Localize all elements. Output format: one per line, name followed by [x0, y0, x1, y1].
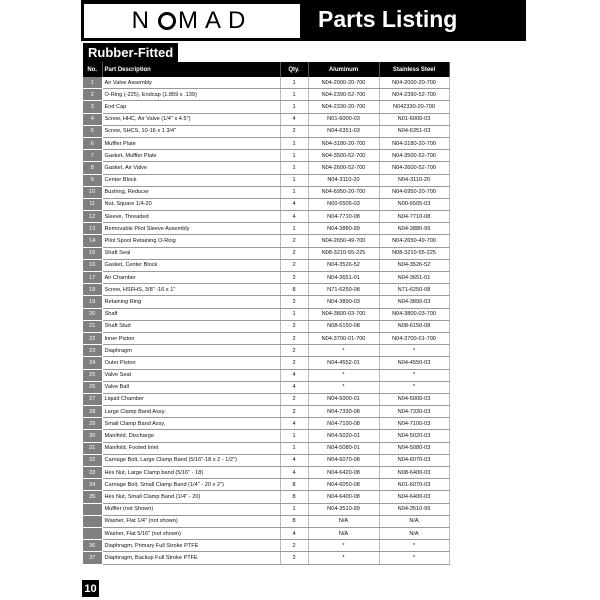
parts-table [83, 62, 450, 565]
cell-aluminum: N04-6351-03 [308, 125, 379, 137]
cell-no: 35 [83, 491, 102, 503]
cell-qty: 2 [280, 272, 308, 284]
table-row [83, 430, 449, 442]
cell-stainless-steel: N08-6400-03 [379, 467, 449, 479]
cell-no: 25 [83, 369, 102, 381]
cell-stainless-steel: N08-3210-55-225 [379, 247, 449, 259]
cell-no: 18 [83, 284, 102, 296]
table-row [83, 503, 449, 515]
cell-no: 7 [83, 150, 102, 162]
cell-no: 29 [83, 418, 102, 430]
cell-aluminum: N04-3800-03-700 [308, 308, 379, 320]
cell-qty: 4 [280, 418, 308, 430]
cell-no: 3 [83, 101, 102, 113]
cell-qty: 1 [280, 174, 308, 186]
cell-stainless-steel: N042330-20-700 [379, 101, 449, 113]
cell-aluminum: N04-4552-01 [308, 357, 379, 369]
page-header [81, 0, 526, 41]
cell-qty: 1 [280, 89, 308, 101]
cell-no: 4 [83, 113, 102, 125]
cell-aluminum: N01-6000-03 [308, 113, 379, 125]
cell-stainless-steel: N04-7330-03 [379, 406, 449, 418]
cell-aluminum: * [308, 345, 379, 357]
cell-no: 17 [83, 272, 102, 284]
table-row [83, 393, 449, 405]
cell-qty: 1 [280, 150, 308, 162]
table-row [83, 552, 449, 564]
cell-qty: 4 [280, 198, 308, 210]
table-row [83, 211, 449, 223]
table-row [83, 101, 449, 113]
cell-aluminum: N04-2650-49-700 [308, 235, 379, 247]
cell-no: 9 [83, 174, 102, 186]
cell-description: Pilot Spool Retaining O-Ring [102, 235, 280, 247]
section-title: Rubber-Fitted [83, 43, 178, 62]
cell-aluminum: N/A [308, 515, 379, 527]
table-row [83, 150, 449, 162]
cell-description: Shaft Seal [102, 247, 280, 259]
col-header-qty: Qty. [280, 62, 308, 77]
cell-aluminum: N08-6150-08 [308, 320, 379, 332]
cell-stainless-steel: N04-5000-03 [379, 393, 449, 405]
cell-description: Screw, HSFHS, 3/8" -16 x 1" [102, 284, 280, 296]
cell-stainless-steel: N04-2600-52-700 [379, 162, 449, 174]
cell-description: Valve Seat [102, 369, 280, 381]
cell-aluminum: N04-2330-20-700 [308, 101, 379, 113]
table-row [83, 418, 449, 430]
page-title: Parts Listing [318, 6, 458, 32]
cell-description: Hex Nut, Large Clamp band (5/16" - 18) [102, 467, 280, 479]
cell-stainless-steel: N04-5020-03 [379, 430, 449, 442]
cell-qty: 1 [280, 77, 308, 89]
cell-qty: 2 [280, 393, 308, 405]
cell-qty: 8 [280, 284, 308, 296]
cell-description: Washer, Flat 5/16" (not shown) [102, 527, 280, 539]
cell-no: 8 [83, 162, 102, 174]
cell-qty: 2 [280, 247, 308, 259]
cell-description: Gasket, Muffler Plate [102, 150, 280, 162]
cell-qty: 8 [280, 479, 308, 491]
table-row [83, 186, 449, 198]
cell-description: Shaft [102, 308, 280, 320]
cell-no: 30 [83, 430, 102, 442]
nomad-logo [84, 4, 300, 38]
cell-stainless-steel: N04-4550-03 [379, 357, 449, 369]
cell-stainless-steel: N04-5080-03 [379, 442, 449, 454]
cell-description: Carriage Bolt, Small Clamp Band (1/4" - 20 x 2") [102, 479, 280, 491]
table-row [83, 467, 449, 479]
cell-qty: 2 [280, 552, 308, 564]
table-row [83, 332, 449, 344]
cell-description: Outer Piston [102, 357, 280, 369]
cell-no: 31 [83, 442, 102, 454]
table-row [83, 491, 449, 503]
table-row [83, 369, 449, 381]
cell-stainless-steel: * [379, 381, 449, 393]
table-row [83, 320, 449, 332]
table-row [83, 345, 449, 357]
cell-no: 6 [83, 137, 102, 149]
table-row [83, 223, 449, 235]
table-row [83, 137, 449, 149]
table-row [83, 125, 449, 137]
table-row [83, 235, 449, 247]
table-row [83, 113, 449, 125]
cell-aluminum: N04-7330-08 [308, 406, 379, 418]
cell-description: Screw, SHCS, 10-16 x 1 3/4" [102, 125, 280, 137]
cell-stainless-steel: N04-6950-20-700 [379, 186, 449, 198]
cell-stainless-steel: N04-2000-20-700 [379, 77, 449, 89]
cell-description: Muffler Plate [102, 137, 280, 149]
table-header-row [83, 62, 449, 77]
cell-description: Diaphragm [102, 345, 280, 357]
cell-description: Air Chamber [102, 272, 280, 284]
cell-qty: 8 [280, 515, 308, 527]
cell-stainless-steel: N04-3500-52-700 [379, 150, 449, 162]
cell-stainless-steel: N04-3510-99 [379, 503, 449, 515]
cell-aluminum: N04-3110-20 [308, 174, 379, 186]
logo-o-ring-icon [158, 12, 176, 30]
cell-stainless-steel: N04-3890-03 [379, 296, 449, 308]
table-row [83, 540, 449, 552]
cell-qty: 2 [280, 406, 308, 418]
col-header-stainless-steel: Stainless Steel [379, 62, 449, 77]
table-row [83, 174, 449, 186]
cell-no: 22 [83, 332, 102, 344]
cell-stainless-steel: * [379, 540, 449, 552]
cell-description: Hex Nut, Small Clamp Band (1/4" - 20) [102, 491, 280, 503]
table-row [83, 77, 449, 89]
cell-no: 34 [83, 479, 102, 491]
cell-aluminum: N04-6070-08 [308, 454, 379, 466]
cell-qty: 2 [280, 345, 308, 357]
cell-aluminum: N04-2390-52-700 [308, 89, 379, 101]
cell-no: 21 [83, 320, 102, 332]
table-row [83, 89, 449, 101]
cell-qty: 1 [280, 308, 308, 320]
cell-no: 1 [83, 77, 102, 89]
cell-aluminum: N04-3510-99 [308, 503, 379, 515]
cell-aluminum: N/A [308, 527, 379, 539]
cell-aluminum: N04-3890-03 [308, 296, 379, 308]
table-row [83, 247, 449, 259]
cell-no: 14 [83, 235, 102, 247]
cell-no: 10 [83, 186, 102, 198]
logo-letter-a: A [204, 7, 228, 34]
cell-description: Muffler (not Shown) [102, 503, 280, 515]
cell-no: 26 [83, 381, 102, 393]
cell-qty: 1 [280, 101, 308, 113]
cell-qty: 4 [280, 369, 308, 381]
cell-aluminum: N04-2600-52-700 [308, 162, 379, 174]
cell-aluminum: * [308, 540, 379, 552]
cell-stainless-steel: N08-6150-08 [379, 320, 449, 332]
cell-aluminum: N04-6420-08 [308, 467, 379, 479]
logo-letter-n: N [131, 7, 156, 34]
cell-aluminum: N04-3880-99 [308, 223, 379, 235]
cell-qty: 4 [280, 527, 308, 539]
cell-stainless-steel: * [379, 345, 449, 357]
cell-aluminum: N04-3526-52 [308, 259, 379, 271]
cell-stainless-steel: N04-3651-01 [379, 272, 449, 284]
cell-qty: 2 [280, 296, 308, 308]
table-row [83, 308, 449, 320]
cell-description: Bushing, Reducer [102, 186, 280, 198]
cell-aluminum: * [308, 381, 379, 393]
cell-qty: 2 [280, 259, 308, 271]
cell-qty: 2 [280, 357, 308, 369]
cell-stainless-steel: N01-6000-03 [379, 113, 449, 125]
cell-description: Diaphragm, Backup Full Stroke PTFE [102, 552, 280, 564]
cell-aluminum: N04-3651-01 [308, 272, 379, 284]
cell-qty: 2 [280, 235, 308, 247]
cell-qty: 2 [280, 125, 308, 137]
cell-no [83, 515, 102, 527]
cell-description: Carriage Bolt, Large Clamp Band (5/16"-18 x 2 - 1/2") [102, 454, 280, 466]
cell-no: 5 [83, 125, 102, 137]
cell-no: 36 [83, 540, 102, 552]
table-row [83, 442, 449, 454]
cell-no: 37 [83, 552, 102, 564]
cell-no: 32 [83, 454, 102, 466]
cell-aluminum: N04-5000-01 [308, 393, 379, 405]
table-row [83, 296, 449, 308]
cell-aluminum: N71-6250-08 [308, 284, 379, 296]
cell-qty: 4 [280, 454, 308, 466]
cell-stainless-steel: N04-6400-03 [379, 491, 449, 503]
table-row [83, 381, 449, 393]
cell-description: Screw, HHC, Air Valve (1/4" x 4.5") [102, 113, 280, 125]
cell-aluminum: N00-6505-03 [308, 198, 379, 210]
table-row [83, 162, 449, 174]
cell-description: Liquid Chamber [102, 393, 280, 405]
table-row [83, 357, 449, 369]
cell-description: Removable Pilot Sleeve Assembly [102, 223, 280, 235]
cell-stainless-steel: N04-6351-03 [379, 125, 449, 137]
cell-no: 23 [83, 345, 102, 357]
col-header-no: No. [83, 62, 102, 77]
cell-qty: 1 [280, 430, 308, 442]
cell-stainless-steel: N04-6070-03 [379, 454, 449, 466]
cell-qty: 1 [280, 442, 308, 454]
table-row [83, 272, 449, 284]
cell-description: O-Ring (-225), Endcap (1.859 x .139) [102, 89, 280, 101]
cell-stainless-steel: N00-6505-03 [379, 198, 449, 210]
cell-stainless-steel: N04-3180-20-700 [379, 137, 449, 149]
cell-description: Small Clamp Band Assy. [102, 418, 280, 430]
cell-qty: 4 [280, 113, 308, 125]
logo-letter-m: M [177, 7, 205, 34]
cell-description: Large Clamp Band Assy. [102, 406, 280, 418]
cell-aluminum: * [308, 552, 379, 564]
table-row [83, 515, 449, 527]
cell-no: 11 [83, 198, 102, 210]
cell-description: Nut, Square 1/4-20 [102, 198, 280, 210]
cell-aluminum: N04-3180-20-700 [308, 137, 379, 149]
cell-aluminum: N04-7100-08 [308, 418, 379, 430]
page-number: 10 [82, 580, 99, 597]
cell-stainless-steel: N01-6070-03 [379, 479, 449, 491]
cell-description: Diaphragm, Primary Full Stroke PTFE [102, 540, 280, 552]
cell-description: End Cap [102, 101, 280, 113]
cell-qty: 1 [280, 162, 308, 174]
cell-aluminum: N04-6400-08 [308, 491, 379, 503]
cell-qty: 4 [280, 467, 308, 479]
cell-aluminum: N04-6050-08 [308, 479, 379, 491]
cell-stainless-steel: N04-7100-03 [379, 418, 449, 430]
cell-stainless-steel: N04-7710-08 [379, 211, 449, 223]
cell-qty: 1 [280, 223, 308, 235]
cell-no: 33 [83, 467, 102, 479]
cell-no: 20 [83, 308, 102, 320]
table-row [83, 284, 449, 296]
cell-stainless-steel: N/A [379, 527, 449, 539]
cell-stainless-steel: N04-3880-99 [379, 223, 449, 235]
table-row [83, 259, 449, 271]
cell-stainless-steel: * [379, 369, 449, 381]
cell-aluminum: * [308, 369, 379, 381]
cell-qty: 2 [280, 540, 308, 552]
table-row [83, 527, 449, 539]
cell-no [83, 527, 102, 539]
cell-qty: 4 [280, 381, 308, 393]
cell-aluminum: N04-2000-20-700 [308, 77, 379, 89]
col-header-aluminum: Aluminum [308, 62, 379, 77]
cell-no: 15 [83, 247, 102, 259]
cell-qty: 1 [280, 503, 308, 515]
cell-description: Sleeve, Threaded [102, 211, 280, 223]
table-row [83, 454, 449, 466]
cell-description: Center Block [102, 174, 280, 186]
cell-qty: 2 [280, 320, 308, 332]
cell-description: Manifold, Footed Inlet [102, 442, 280, 454]
cell-description: Gasket, Center Block [102, 259, 280, 271]
cell-no [83, 503, 102, 515]
cell-aluminum: N08-3210-55-225 [308, 247, 379, 259]
table-row [83, 198, 449, 210]
cell-aluminum: N04-7710-08 [308, 211, 379, 223]
cell-stainless-steel: N04-3110-20 [379, 174, 449, 186]
cell-stainless-steel: N04-3526-52 [379, 259, 449, 271]
table-row [83, 479, 449, 491]
cell-aluminum: N04-3500-52-700 [308, 150, 379, 162]
cell-aluminum: N04-6950-20-700 [308, 186, 379, 198]
cell-stainless-steel: N71-6250-08 [379, 284, 449, 296]
cell-qty: 8 [280, 491, 308, 503]
cell-description: Shaft Stud [102, 320, 280, 332]
cell-stainless-steel: N04-2650-49-700 [379, 235, 449, 247]
cell-stainless-steel: N04-3800-03-700 [379, 308, 449, 320]
cell-qty: 2 [280, 332, 308, 344]
cell-description: Inner Piston [102, 332, 280, 344]
cell-description: Retaining Ring [102, 296, 280, 308]
cell-description: Manifold, Discharge [102, 430, 280, 442]
cell-qty: 4 [280, 211, 308, 223]
cell-description: Valve Ball [102, 381, 280, 393]
cell-no: 13 [83, 223, 102, 235]
cell-no: 16 [83, 259, 102, 271]
logo-letter-d: D [228, 7, 253, 34]
cell-aluminum: N04-5020-01 [308, 430, 379, 442]
cell-no: 27 [83, 393, 102, 405]
cell-no: 12 [83, 211, 102, 223]
cell-description: Washer, Flat 1/4" (not shown) [102, 515, 280, 527]
cell-stainless-steel: N04-3700-01-700 [379, 332, 449, 344]
table-row [83, 406, 449, 418]
cell-description: Gasket, Air Valve [102, 162, 280, 174]
col-header-description: Part Description [102, 62, 280, 77]
cell-no: 28 [83, 406, 102, 418]
cell-stainless-steel: N/A [379, 515, 449, 527]
cell-qty: 1 [280, 137, 308, 149]
cell-no: 24 [83, 357, 102, 369]
cell-aluminum: N04-3700-01-700 [308, 332, 379, 344]
cell-qty: 1 [280, 186, 308, 198]
cell-stainless-steel: * [379, 552, 449, 564]
cell-description: Air Valve Assembly [102, 77, 280, 89]
cell-aluminum: N04-5080-01 [308, 442, 379, 454]
cell-no: 19 [83, 296, 102, 308]
cell-no: 2 [83, 89, 102, 101]
cell-stainless-steel: N04-2390-52-700 [379, 89, 449, 101]
